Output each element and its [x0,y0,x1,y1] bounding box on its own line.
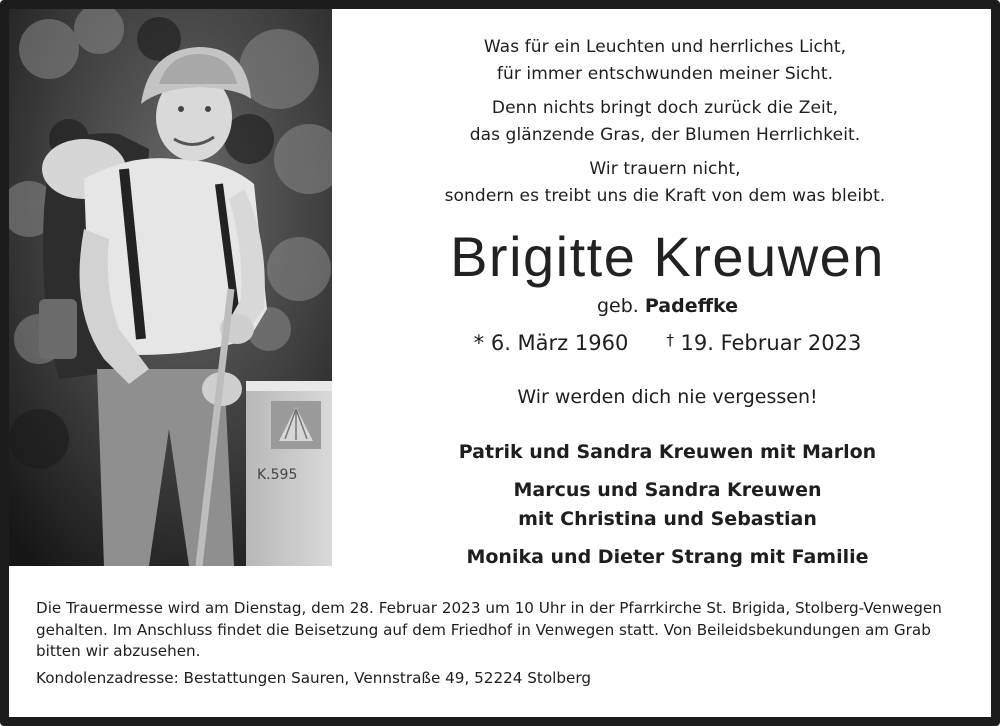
mourner-group [380,476,955,534]
mourner-line: Monika und Dieter Strang mit Familie [466,546,869,568]
deceased-name: Brigitte Kreuwen [450,225,885,288]
poem-line: für immer entschwunden meiner Sicht. [496,64,834,84]
birth-name-prefix: geb. [596,295,639,317]
poem-line: Denn nichts bringt doch zurück die Zeit, [491,98,839,118]
mourner-line: Marcus und Sandra Kreuwen [513,479,822,501]
service-text: Die Trauermesse wird am Dienstag, dem 28. Februar 2023 um 10 Uhr in der Pfarrkirche St. Brigida, Stolberg-Venwegen gehalten. Im Anschluss findet die Beisetzung auf dem Friedhof in Venwegen statt. Von Beileidsbekundungen am Grab bitten wir abzusehen. [36,599,942,660]
cross-icon: † [666,331,674,349]
poem-stanza [380,156,950,210]
poem [380,34,950,217]
poem-line: das glänzende Gras, der Blumen Herrlichkeit. [469,125,861,145]
poem-stanza [380,95,950,149]
mourner-group [380,438,955,467]
portrait-photo [9,9,332,566]
stone-marker [246,381,332,566]
death-date: 19. Februar 2023 [680,331,862,355]
marker-label: K.595 [257,467,298,483]
mourner-group [380,543,955,572]
birth-name-line [380,293,955,319]
mourner-line: mit Christina und Sebastian [518,508,817,530]
birth-name: Padeffke [644,295,739,317]
service-info [36,598,976,694]
poem-stanza [380,34,950,88]
poem-line: Wir trauern nicht, [589,159,741,179]
poem-line: sondern es treibt uns die Kraft von dem was bleibt. [444,186,886,206]
condolence-address: Kondolenzadresse: Bestattungen Sauren, Vennstraße 49, 52224 Stolberg [36,668,591,687]
motto: Wir werden dich nie vergessen! [517,386,818,408]
mourner-line: Patrik und Sandra Kreuwen mit Marlon [458,441,877,463]
poem-line: Was für ein Leuchten und herrliches Licht, [483,37,847,57]
birth-date: * 6. März 1960 [473,331,629,355]
life-dates [380,326,955,357]
mourners-list [380,438,955,581]
